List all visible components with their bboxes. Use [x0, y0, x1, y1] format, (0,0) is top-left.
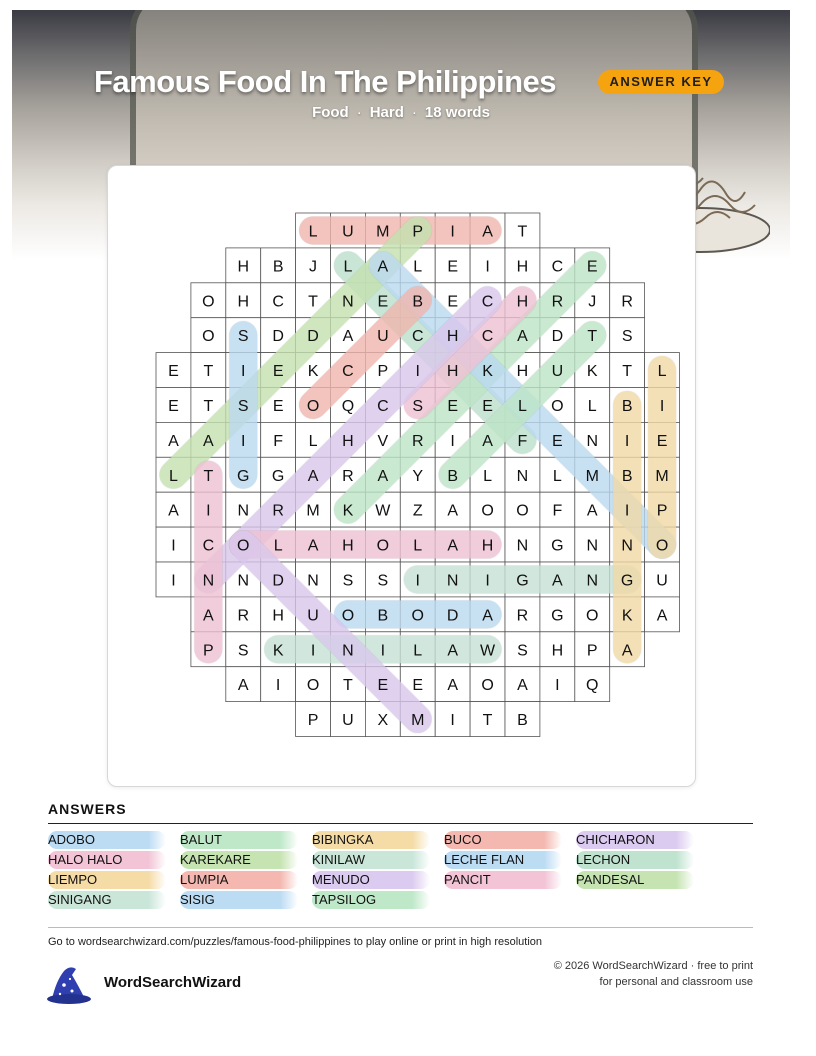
answer-word: TAPSILOG: [312, 892, 377, 907]
puzzle-meta: Food · Hard · 18 words: [312, 104, 490, 121]
grid-letter: X: [377, 712, 389, 730]
grid-letter: I: [555, 677, 560, 695]
grid-letter: P: [412, 223, 424, 241]
answer-word: BUCO: [444, 832, 482, 847]
grid-letter: E: [272, 363, 284, 381]
grid-letter: H: [342, 432, 354, 450]
grid-letter: S: [377, 572, 389, 590]
grid-letter: H: [272, 607, 284, 625]
grid-letter: T: [622, 363, 633, 381]
grid-letter: I: [450, 712, 455, 730]
grid-letter: P: [377, 363, 389, 381]
grid-letter: A: [517, 677, 528, 695]
grid-letter: O: [655, 537, 669, 555]
answer-key-badge: ANSWER KEY: [598, 70, 724, 94]
grid-letter: Q: [586, 677, 599, 695]
grid-letter: M: [585, 467, 599, 485]
grid-letter: U: [307, 607, 319, 625]
grid-letter: V: [377, 432, 389, 450]
grid-letter: O: [516, 502, 529, 520]
copyright-text: © 2026 WordSearchWizard · free to print for personal and classroom use: [553, 960, 753, 988]
grid-letter: D: [446, 607, 459, 625]
answer-word: KINILAW: [312, 852, 365, 867]
grid-letter: A: [237, 677, 249, 695]
grid-letter: M: [655, 467, 669, 485]
footer-url-text[interactable]: Go to wordsearchwizard.com/puzzles/famous-food-philippines to play online or print in high resolution: [48, 936, 543, 948]
grid-letter: J: [309, 258, 318, 276]
grid-letter: E: [168, 363, 179, 381]
grid-letter: S: [412, 397, 424, 415]
grid-letter: E: [412, 677, 424, 695]
grid-letter: I: [415, 363, 420, 381]
grid-letter: G: [620, 572, 634, 590]
grid-letter: O: [341, 607, 355, 625]
grid-letter: U: [656, 572, 668, 590]
grid-letter: I: [624, 502, 630, 520]
answer-item: [576, 871, 694, 889]
grid-letter: M: [306, 502, 320, 520]
grid-letter: L: [483, 467, 493, 485]
grid-letter: L: [517, 397, 527, 415]
grid-letter: A: [586, 502, 598, 520]
grid-letter: M: [376, 223, 390, 241]
grid-letter: N: [342, 642, 354, 660]
answer-item: [48, 891, 166, 909]
grid-letter: T: [343, 677, 353, 695]
grid-letter: E: [447, 293, 458, 311]
grid-letter: L: [343, 258, 353, 276]
answer-item: [180, 891, 298, 909]
grid-letter: N: [446, 572, 459, 590]
grid-letter: P: [586, 642, 598, 660]
grid-letter: D: [272, 572, 284, 590]
grid-letter: C: [481, 293, 494, 311]
grid-letter: I: [485, 258, 490, 276]
answer-word: LUMPIA: [180, 872, 229, 887]
grid-letter: R: [342, 467, 354, 485]
grid-letter: A: [656, 607, 668, 625]
grid-letter: O: [586, 607, 599, 625]
grid-letter: H: [551, 642, 564, 660]
answer-item: [312, 831, 430, 849]
grid-letter: H: [516, 258, 529, 276]
answer-item: [48, 831, 166, 849]
grid-letter: I: [171, 537, 176, 555]
grid-letter: T: [203, 397, 214, 415]
grid-letter: N: [307, 572, 319, 590]
grid-letter: K: [586, 363, 598, 381]
grid-letter: A: [482, 607, 493, 625]
grid-letter: N: [586, 432, 599, 450]
grid-letter: I: [624, 432, 630, 450]
answer-item: [444, 831, 562, 849]
answer-word: SINIGANG: [48, 892, 112, 907]
grid-letter: O: [202, 328, 215, 346]
footer-divider: [48, 927, 753, 928]
answer-word: PANCIT: [444, 872, 491, 887]
grid-letter: K: [482, 363, 493, 381]
grid-letter: H: [516, 363, 529, 381]
grid-letter: T: [203, 363, 214, 381]
grid-letter: E: [377, 293, 389, 311]
answer-word: KAREKARE: [180, 852, 251, 867]
grid-letter: E: [377, 677, 389, 695]
grid-letter: N: [621, 537, 633, 555]
grid-letter: L: [657, 363, 667, 381]
grid-letter: I: [415, 572, 420, 590]
grid-letter: E: [447, 397, 458, 415]
difficulty-label: Hard: [369, 104, 404, 121]
grid-letter: R: [411, 432, 424, 450]
grid-letter: L: [413, 642, 423, 660]
grid-letter: B: [377, 607, 389, 625]
grid-letter: A: [447, 537, 458, 555]
grid-letter: A: [203, 607, 214, 625]
grid-letter: N: [586, 537, 599, 555]
answer-word: PANDESAL: [576, 872, 645, 887]
grid-letter: L: [413, 258, 423, 276]
grid-letter: U: [551, 363, 564, 381]
grid-letter: C: [481, 328, 494, 346]
grid-letter: Z: [412, 502, 423, 520]
grid-letter: D: [307, 328, 319, 346]
grid-letter: L: [413, 537, 423, 555]
grid-letter: O: [306, 677, 320, 695]
grid-letter: R: [621, 293, 633, 311]
grid-letter: G: [237, 467, 250, 485]
grid-letter: C: [342, 363, 354, 381]
grid-letter: A: [447, 502, 458, 520]
grid-letter: F: [552, 502, 563, 520]
grid-letter: H: [481, 537, 494, 555]
grid-letter: C: [551, 258, 564, 276]
grid-letter: K: [272, 642, 284, 660]
grid-letter: C: [411, 328, 424, 346]
grid-letter: N: [516, 537, 529, 555]
answer-item: [312, 891, 430, 909]
grid-letter: C: [377, 397, 389, 415]
grid-letter: E: [272, 397, 284, 415]
grid-letter: N: [586, 572, 599, 590]
grid-letter: A: [447, 677, 458, 695]
grid-letter: G: [271, 467, 285, 485]
grid-letter: K: [307, 363, 319, 381]
grid-letter: O: [306, 397, 320, 415]
grid-letter: A: [621, 642, 633, 660]
answer-item: [180, 831, 298, 849]
grid-letter: H: [237, 293, 250, 311]
grid-letter: P: [307, 712, 319, 730]
grid-letter: O: [376, 537, 390, 555]
grid-letter: G: [551, 537, 564, 555]
grid-letter: L: [168, 467, 178, 485]
grid-letter: S: [237, 328, 249, 346]
grid-letter: T: [517, 223, 528, 241]
grid-letter: I: [241, 363, 246, 381]
grid-letter: O: [481, 677, 494, 695]
answer-item: [444, 851, 562, 869]
grid-letter: L: [308, 432, 318, 450]
grid-letter: E: [168, 397, 179, 415]
answer-word: MENUDO: [312, 872, 370, 887]
grid-letter: S: [237, 397, 249, 415]
grid-letter: O: [481, 502, 494, 520]
grid-letter: D: [272, 328, 284, 346]
category-label: Food: [312, 104, 349, 121]
grid-letter: O: [237, 537, 250, 555]
grid-letter: T: [482, 712, 493, 730]
grid-letter: O: [551, 397, 564, 415]
grid-letter: D: [551, 328, 564, 346]
grid-letter: S: [517, 642, 528, 660]
grid-letter: I: [171, 572, 176, 590]
grid-letter: R: [516, 607, 529, 625]
grid-letter: I: [450, 223, 455, 241]
grid-letter: A: [447, 642, 458, 660]
grid-letter: L: [587, 397, 597, 415]
grid-letter: A: [168, 502, 179, 520]
grid-letter: A: [377, 467, 389, 485]
grid-letter: A: [307, 537, 319, 555]
grid-letter: B: [621, 397, 633, 415]
grid-letter: L: [308, 223, 318, 241]
grid-letter: E: [586, 258, 598, 276]
grid-letter: C: [272, 293, 284, 311]
answer-item: [312, 871, 430, 889]
grid-letter: F: [517, 432, 528, 450]
grid-letter: E: [552, 432, 563, 450]
grid-letter: J: [588, 293, 597, 311]
grid-letter: A: [168, 432, 179, 450]
answer-word: LIEMPO: [48, 872, 98, 887]
answer-item: [576, 831, 694, 849]
answer-word: LECHON: [576, 852, 631, 867]
grid-letter: C: [202, 537, 215, 555]
grid-letter: Y: [412, 467, 424, 485]
grid-letter: I: [450, 432, 455, 450]
grid-letter: H: [237, 258, 250, 276]
grid-letter: A: [203, 432, 214, 450]
grid-letter: Q: [341, 397, 355, 415]
answer-word: HALO HALO: [48, 852, 123, 867]
answer-word: ADOBO: [48, 832, 95, 847]
answer-item: [48, 871, 166, 889]
grid-letter: B: [517, 712, 528, 730]
answer-item: [444, 871, 562, 889]
grid-letter: N: [237, 572, 250, 590]
grid-letter: W: [375, 502, 391, 520]
grid-letter: N: [237, 502, 250, 520]
grid-letter: I: [659, 397, 665, 415]
grid-letter: A: [377, 258, 389, 276]
answer-word: BIBINGKA: [312, 832, 374, 847]
grid-letter: R: [551, 293, 564, 311]
grid-letter: S: [342, 572, 354, 590]
grid-letter: I: [241, 432, 246, 450]
grid-letter: T: [587, 328, 598, 346]
grid-letter: K: [621, 607, 633, 625]
grid-letter: T: [203, 467, 214, 485]
grid-letter: R: [272, 502, 284, 520]
brand-name[interactable]: WordSearchWizard: [104, 974, 242, 991]
grid-letter: I: [485, 572, 490, 590]
answer-item: [180, 851, 298, 869]
grid-letter: H: [342, 537, 354, 555]
grid-letter: A: [517, 328, 528, 346]
grid-letter: L: [552, 467, 562, 485]
grid-letter: L: [273, 537, 283, 555]
grid-letter: N: [342, 293, 354, 311]
grid-letter: I: [380, 642, 386, 660]
grid-letter: I: [275, 677, 281, 695]
grid-letter: B: [447, 467, 458, 485]
grid-letter: O: [202, 293, 215, 311]
grid-letter: U: [342, 712, 354, 730]
answers-heading: ANSWERS: [48, 801, 127, 817]
grid-letter: A: [482, 432, 493, 450]
grid-letter: K: [342, 502, 354, 520]
grid-letter: B: [272, 258, 284, 276]
grid-letter: U: [377, 328, 389, 346]
grid-letter: S: [237, 642, 249, 660]
grid-letter: N: [516, 467, 529, 485]
grid-letter: B: [621, 467, 633, 485]
answer-item: [48, 851, 166, 869]
grid-letter: P: [203, 642, 214, 660]
wizard-hat-icon: [46, 963, 92, 1005]
grid-letter: B: [412, 293, 424, 311]
grid-letter: H: [446, 363, 459, 381]
grid-letter: A: [342, 328, 354, 346]
grid-letter: A: [307, 467, 319, 485]
grid-letter: N: [202, 572, 215, 590]
answer-item: [312, 851, 430, 869]
grid-letter: E: [482, 397, 493, 415]
grid-letter: A: [552, 572, 563, 590]
grid-letter: H: [516, 293, 529, 311]
grid-letter: O: [411, 607, 424, 625]
page-title: Famous Food In The Philippines: [93, 64, 557, 99]
answer-word: CHICHARON: [576, 832, 655, 847]
grid-letter: A: [482, 223, 493, 241]
grid-letter: H: [446, 328, 459, 346]
grid-letter: S: [621, 328, 633, 346]
word-count-label: 18 words: [424, 104, 490, 121]
grid-letter: T: [308, 293, 318, 311]
grid-letter: I: [310, 642, 316, 660]
grid-letter: G: [551, 607, 564, 625]
grid-letter: G: [516, 572, 529, 590]
answer-item: [576, 851, 694, 869]
grid-letter: R: [237, 607, 250, 625]
grid-letter: F: [273, 432, 284, 450]
grid-letter: M: [411, 712, 425, 730]
answer-word: LECHE FLAN: [444, 852, 525, 867]
grid-letter: P: [656, 502, 668, 520]
answer-word: SISIG: [180, 892, 215, 907]
grid-letter: U: [342, 223, 354, 241]
grid-letter: E: [656, 432, 668, 450]
grid-letter: E: [447, 258, 458, 276]
answer-item: [180, 871, 298, 889]
answers-divider: [48, 823, 753, 824]
grid-letter: W: [479, 642, 496, 660]
answer-word: BALUT: [180, 832, 222, 847]
grid-letter: I: [206, 502, 211, 520]
